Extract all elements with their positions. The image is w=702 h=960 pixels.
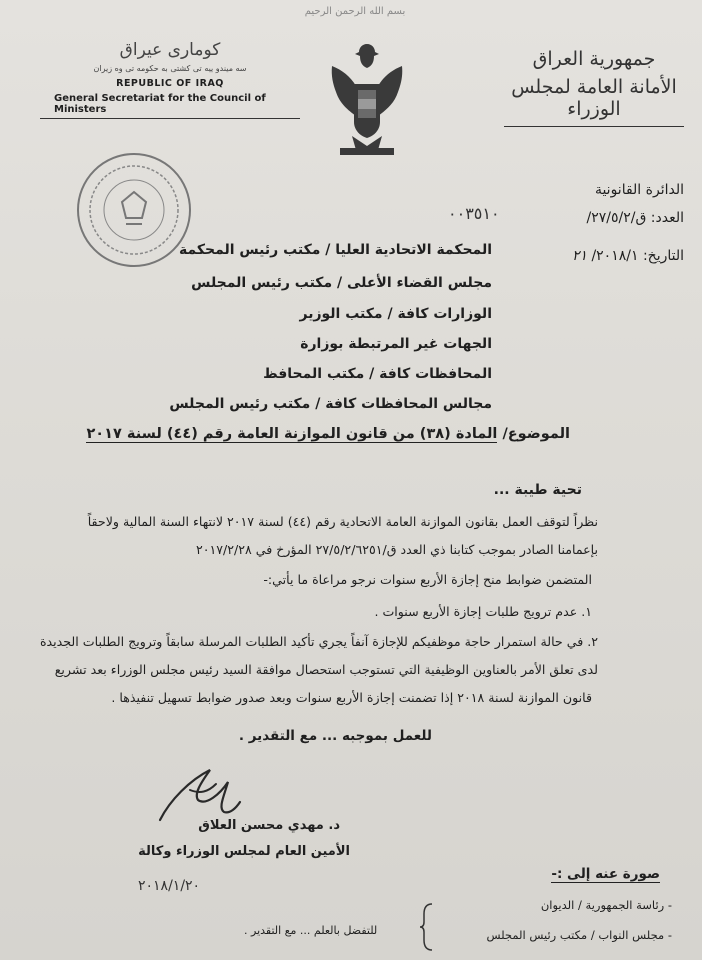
department-label: الدائرة القانونية [594, 182, 684, 198]
body-line-3: المتضمن ضوابط منح إجازة الأربع سنوات نرجو مراعاة ما يأتي:- [263, 572, 592, 587]
number-label: العدد: [650, 210, 684, 226]
serial-number: ٠٠٣٥١٠ [448, 204, 500, 223]
body-item-2-cont-1: لدى تعلق الأمر بالعناوين الوظيفية التي تستوجب استحصال موافقة السيد رئيس مجلس الوزراء بعد تشريع [54, 662, 598, 677]
subject-line [86, 426, 570, 442]
bracket-icon [420, 902, 434, 952]
copy-to-note: للتفضل بالعلم ... مع التقدير . [244, 924, 378, 937]
iraq-eagle-emblem-icon [324, 40, 410, 166]
kurdish-title: كومارى عيراق [119, 40, 221, 60]
body-item-2-cont-2: قانون الموازنة لسنة ٢٠١٨ إذا تضمنت إجازة الأربع سنوات وبعد صدور ضوابط تسهيل تنفيذها . [111, 690, 592, 705]
recipient-3: الوزارات كافة / مكتب الوزير [299, 306, 492, 322]
recipient-6: مجالس المحافظات كافة / مكتب رئيس المجلس [169, 396, 492, 412]
recipient-5: المحافظات كافة / مكتب المحافظ [263, 366, 492, 382]
date-value: ٢٠١٨/١/ [591, 248, 639, 264]
body-line-1: نظراً لتوقف العمل بقانون الموازنة العامة الاتحادية رقم (٤٤) لسنة ٢٠١٧ لانتهاء السنة المالية ولاحقاً [87, 514, 598, 529]
copy-to-title [551, 866, 660, 882]
date-handwritten: ٢١ [571, 248, 587, 264]
kurdish-subtitle: سه ميندو ييه تى كشتى به حكومه تى وه زيران [93, 64, 247, 73]
english-secretariat: General Secretariat for the Council of Ministers [40, 93, 300, 119]
body-item-2: ٢. في حالة استمرار حاجة موظفيكم للإجازة آنفاً يجري تأكيد الطلبات المرسلة سابقاً وترويج الطلبات الجديدة [39, 634, 598, 649]
copy-to-title-text: صورة عنه إلى :- [551, 866, 660, 882]
signatory-name: د. مهدي محسن العلاق [198, 818, 340, 833]
signature-date: ٢٠١٨/١/٢٠ [138, 878, 201, 894]
date-label: التاريخ: [642, 248, 684, 264]
number-row [504, 204, 684, 232]
header-left-block [40, 40, 300, 119]
subject-text: المادة (٣٨) من قانون الموازنة العامة رقم (٤٤) لسنة ٢٠١٧ [86, 426, 498, 442]
body-item-1: ١. عدم ترويج طلبات إجازة الأربع سنوات . [374, 604, 592, 619]
recipient-1: المحكمة الاتحادية العليا / مكتب رئيس المحكمة [178, 242, 492, 258]
number-value: ق/٢٧/٥/٢/ [586, 210, 647, 226]
recipient-4: الجهات غير المرتبطة بوزارة [300, 336, 492, 352]
copy-to-item-2: - مجلس النواب / مكتب رئيس المجلس [486, 928, 672, 942]
date-row [504, 232, 684, 270]
document-meta [504, 176, 684, 270]
closing-line: للعمل بموجبه ... مع التقدير . [238, 728, 432, 744]
body-line-2: بإعمامنا الصادر بموجب كتابنا ذي العدد ق/٢٧/٥/٢/٦٢٥١ المؤرخ في ٢٠١٧/٢/٢٨ [195, 542, 598, 557]
header-country: جمهورية العراق [532, 48, 656, 70]
greeting: تحية طيبة ... [493, 482, 582, 498]
subject-label: الموضوع/ [502, 426, 570, 442]
english-republic: REPUBLIC OF IRAQ [116, 78, 224, 89]
basmala-text: بسم الله الرحمن الرحيم [304, 6, 406, 17]
signatory-title: الأمين العام لمجلس الوزراء وكالة [138, 844, 350, 859]
header-right-block [504, 48, 684, 127]
header-secretariat: الأمانة العامة لمجلس الوزراء [504, 76, 684, 127]
recipient-2: مجلس القضاء الأعلى / مكتب رئيس المجلس [191, 275, 492, 291]
copy-to-item-1: - رئاسة الجمهورية / الديوان [540, 898, 672, 912]
